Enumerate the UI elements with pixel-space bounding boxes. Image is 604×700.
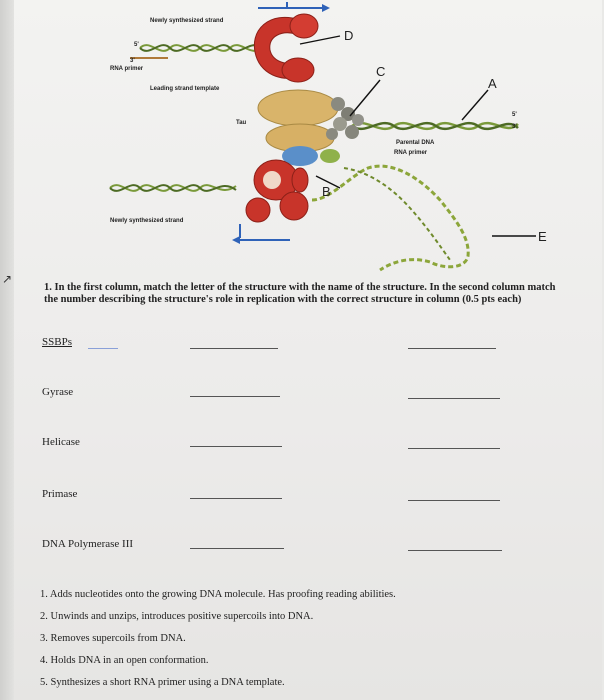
question-text: 1. In the first column, match the letter of the structure with the name of the structure. In the second column match the number describing the structure's role in replication with the correct structure in column (0.5 pts each) — [44, 282, 556, 305]
gyrase-letter-blank[interactable] — [190, 396, 280, 397]
pointer-C — [350, 80, 380, 116]
label-three-prime-top: 3' — [130, 58, 135, 64]
helicase-letter-blank[interactable] — [190, 446, 282, 447]
role-3: 3. Removes supercoils from DNA. — [40, 633, 186, 644]
polymerase-top — [254, 14, 318, 82]
label-rna-primer-right: RNA primer — [394, 150, 428, 156]
lagging-strand-loop — [312, 166, 468, 270]
ssbps-role-blank[interactable] — [408, 348, 496, 349]
label-tau: Tau — [236, 120, 247, 126]
polymerase-bottom — [246, 160, 308, 222]
letter-D: D — [344, 28, 354, 43]
letter-B: B — [322, 184, 331, 199]
direction-arrowhead-bottom — [232, 236, 240, 244]
label-parental-dna: Parental DNA — [396, 140, 435, 146]
helicase-cluster — [326, 97, 364, 140]
label-newly-synth-bottom: Newly synthesized strand — [110, 218, 184, 224]
letter-E: E — [538, 229, 547, 244]
dna-pol-iii-letter-blank[interactable] — [190, 548, 284, 549]
label-newly-synth-top: Newly synthesized strand — [150, 18, 224, 24]
ssbps-letter-blank[interactable] — [190, 348, 278, 349]
role-choices — [40, 584, 396, 694]
pointer-A — [462, 90, 488, 120]
label-rna-primer: RNA primer — [110, 66, 144, 72]
primase-green — [320, 149, 340, 163]
structure-helicase: Helicase — [42, 436, 80, 448]
ssbps-underline-ink — [88, 348, 118, 349]
structure-gyrase: Gyrase — [42, 386, 74, 398]
direction-arrowhead-top — [322, 4, 330, 12]
structure-dna-pol-iii: DNA Polymerase III — [42, 538, 134, 550]
structure-primase: Primase — [42, 488, 78, 500]
helicase-role-blank[interactable] — [408, 448, 500, 449]
primase-letter-blank[interactable] — [190, 498, 282, 499]
tau-protein-top — [258, 90, 338, 126]
label-five-prime-right: 5' — [512, 112, 517, 118]
role-1: 1. Adds nucleotides onto the growing DNA molecule. Has proofing reading abilities. — [40, 589, 396, 600]
replication-fork-diagram — [0, 0, 604, 280]
margin-mark: ↗ — [2, 272, 13, 286]
label-five-prime-top: 5' — [134, 42, 139, 48]
primase-role-blank[interactable] — [408, 500, 500, 501]
structure-ssbps: SSBPs — [42, 336, 72, 348]
label-three-prime-right: 3' — [512, 124, 517, 130]
letter-A: A — [488, 76, 497, 91]
dna-pol-iii-role-blank[interactable] — [408, 550, 502, 551]
lagging-strand-loop-2 — [344, 168, 450, 260]
letter-C: C — [376, 64, 386, 79]
label-leading-template: Leading strand template — [150, 86, 220, 92]
role-2: 2. Unwinds and unzips, introduces positive supercoils into DNA. — [40, 611, 314, 622]
role-5: 5. Synthesizes a short RNA primer using a DNA template. — [40, 677, 285, 688]
gyrase-role-blank[interactable] — [408, 398, 500, 399]
role-4: 4. Holds DNA in an open conformation. — [40, 655, 209, 666]
